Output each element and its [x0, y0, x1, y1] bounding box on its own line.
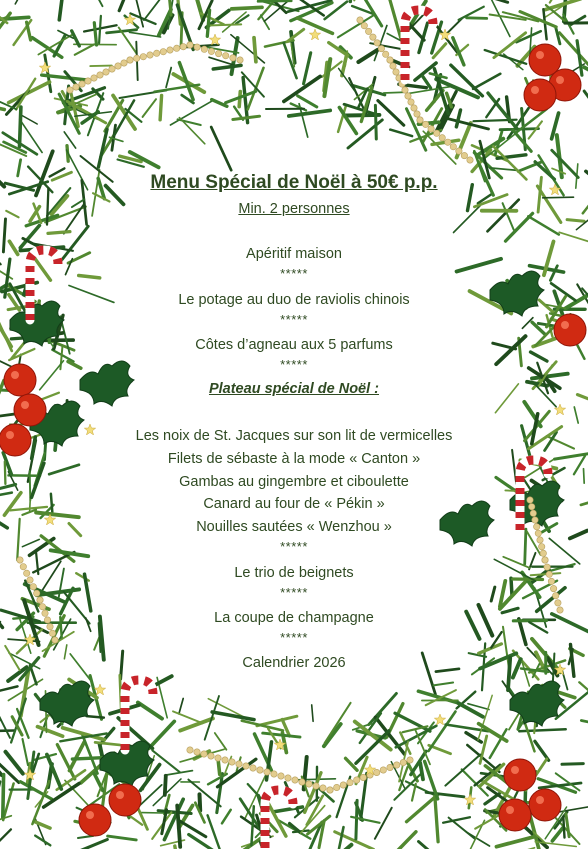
- bead: [237, 57, 243, 63]
- bead: [174, 45, 180, 51]
- gold-star: [309, 29, 320, 40]
- bead: [340, 782, 346, 788]
- bead: [544, 564, 550, 570]
- berry-highlight: [556, 76, 564, 84]
- bead: [201, 751, 207, 757]
- bead: [411, 105, 417, 111]
- berry-highlight: [536, 51, 544, 59]
- bead: [439, 135, 445, 141]
- bead: [229, 759, 235, 765]
- bead: [414, 111, 420, 117]
- bead: [208, 48, 214, 54]
- bead: [428, 126, 434, 132]
- bead: [180, 44, 186, 50]
- bead: [529, 504, 535, 510]
- menu-subtitle: Min. 2 personnes: [238, 201, 350, 217]
- bead: [393, 69, 399, 75]
- bead: [27, 577, 33, 583]
- bead: [546, 571, 552, 577]
- bead: [127, 57, 133, 63]
- bead: [408, 99, 414, 105]
- bead: [167, 47, 173, 53]
- plateau-item-nouilles: Nouilles sautées « Wenzhou »: [196, 519, 392, 535]
- bead: [121, 60, 127, 66]
- bead: [374, 40, 380, 46]
- bead: [134, 55, 140, 61]
- menu-title: Menu Spécial de Noël à 50€ p.p.: [150, 172, 438, 193]
- gold-star: [434, 714, 445, 725]
- bead: [347, 779, 353, 785]
- bead: [115, 63, 121, 69]
- bead: [285, 775, 291, 781]
- bead: [534, 524, 540, 530]
- bead: [299, 779, 305, 785]
- course-champagne: La coupe de champagne: [214, 610, 374, 626]
- bead: [400, 759, 406, 765]
- bead: [537, 537, 543, 543]
- bead: [52, 637, 58, 643]
- bead: [222, 757, 228, 763]
- holly-berry: [529, 789, 561, 821]
- holly-berry: [79, 804, 111, 836]
- bead: [160, 49, 166, 55]
- bead: [527, 497, 533, 503]
- bead: [67, 87, 73, 93]
- bead: [417, 117, 423, 123]
- bead: [407, 757, 413, 763]
- bead: [103, 69, 109, 75]
- bead: [557, 607, 563, 613]
- berry-highlight: [561, 321, 569, 329]
- holly-berry: [14, 394, 46, 426]
- bead: [215, 50, 221, 56]
- gold-star: [39, 62, 50, 73]
- bead: [365, 28, 371, 34]
- bead: [320, 785, 326, 791]
- berry-highlight: [531, 86, 539, 94]
- bead: [539, 544, 545, 550]
- holly-berry: [109, 784, 141, 816]
- bead: [402, 87, 408, 93]
- bead: [542, 557, 548, 563]
- berry-highlight: [536, 796, 544, 804]
- bead: [215, 755, 221, 761]
- bead: [73, 84, 79, 90]
- bead: [530, 510, 536, 516]
- bead: [555, 600, 561, 606]
- holly-berry: [504, 759, 536, 791]
- course-cotes: Côtes d’agneau aux 5 parfums: [195, 337, 393, 353]
- bead: [154, 50, 160, 56]
- separator: *****: [280, 539, 308, 554]
- calendrier-label: Calendrier 2026: [242, 655, 346, 671]
- bead: [194, 749, 200, 755]
- bead: [387, 764, 393, 770]
- separator: *****: [280, 585, 308, 600]
- bead: [334, 784, 340, 790]
- holly-berry: [0, 424, 31, 456]
- bead: [187, 42, 193, 48]
- plateau-item-sebaste: Filets de sébaste à la mode « Canton »: [167, 451, 421, 467]
- berry-highlight: [511, 766, 519, 774]
- bead: [456, 148, 462, 154]
- bead: [24, 570, 30, 576]
- holly-berry: [524, 79, 556, 111]
- bead: [47, 624, 53, 630]
- bead: [187, 747, 193, 753]
- bead: [79, 81, 85, 87]
- bead: [34, 590, 40, 596]
- bead: [354, 777, 360, 783]
- bead: [387, 57, 393, 63]
- berry-highlight: [86, 811, 94, 819]
- bead: [91, 75, 97, 81]
- separator: *****: [280, 312, 308, 327]
- berry-highlight: [11, 371, 19, 379]
- bead: [243, 763, 249, 769]
- bead: [37, 597, 43, 603]
- bead: [44, 617, 50, 623]
- holly-berry: [4, 364, 36, 396]
- bead: [49, 630, 55, 636]
- course-aperitif: Apéritif maison: [246, 246, 342, 262]
- separator: *****: [280, 266, 308, 281]
- bead: [208, 753, 214, 759]
- bead: [553, 593, 559, 599]
- separator: *****: [280, 630, 308, 645]
- bead: [292, 777, 298, 783]
- bead: [264, 769, 270, 775]
- bead: [390, 63, 396, 69]
- menu-card: [80, 158, 508, 688]
- bead: [147, 52, 153, 58]
- bead: [230, 55, 236, 61]
- bead: [20, 564, 26, 570]
- bead: [360, 774, 366, 780]
- bead: [97, 72, 103, 78]
- bead: [30, 584, 36, 590]
- bead: [236, 761, 242, 767]
- gold-star: [209, 34, 220, 45]
- bead: [374, 769, 380, 775]
- bead: [370, 34, 376, 40]
- bead: [271, 771, 277, 777]
- bead: [250, 765, 256, 771]
- bead: [201, 46, 207, 52]
- bead: [450, 144, 456, 150]
- bead: [39, 604, 45, 610]
- plateau-heading: Plateau spécial de Noël :: [208, 381, 380, 397]
- bead: [535, 530, 541, 536]
- bead: [327, 787, 333, 793]
- bead: [85, 78, 91, 84]
- plateau-item-st-jacques: Les noix de St. Jacques sur son lit de vermicelles: [135, 428, 453, 444]
- bead: [548, 578, 554, 584]
- bead: [383, 51, 389, 57]
- holly-berry: [499, 799, 531, 831]
- bead: [313, 783, 319, 789]
- bead: [422, 121, 428, 127]
- bead: [223, 53, 229, 59]
- course-potage: Le potage au duo de raviolis chinois: [178, 292, 410, 308]
- bead: [394, 762, 400, 768]
- bead: [357, 17, 363, 23]
- bead: [380, 767, 386, 773]
- bead: [140, 54, 146, 60]
- bead: [378, 45, 384, 51]
- bead: [42, 610, 48, 616]
- bead: [550, 585, 556, 591]
- berry-highlight: [6, 431, 14, 439]
- plateau-item-gambas: Gambas au gingembre et ciboulette: [179, 474, 409, 490]
- bead: [540, 550, 546, 556]
- bead: [405, 93, 411, 99]
- bead: [306, 781, 312, 787]
- bead: [434, 130, 440, 136]
- bead: [257, 767, 263, 773]
- course-beignets: Le trio de beignets: [234, 565, 354, 581]
- berry-highlight: [21, 401, 29, 409]
- bead: [445, 139, 451, 145]
- bead: [17, 557, 23, 563]
- separator: *****: [280, 357, 308, 372]
- bead: [361, 23, 367, 29]
- holly-berry: [554, 314, 586, 346]
- berry-highlight: [116, 791, 124, 799]
- bead: [278, 773, 284, 779]
- berry-highlight: [506, 806, 514, 814]
- plateau-item-canard: Canard au four de « Pékin »: [203, 496, 385, 512]
- bead: [109, 66, 115, 72]
- bead: [532, 517, 538, 523]
- bead: [194, 44, 200, 50]
